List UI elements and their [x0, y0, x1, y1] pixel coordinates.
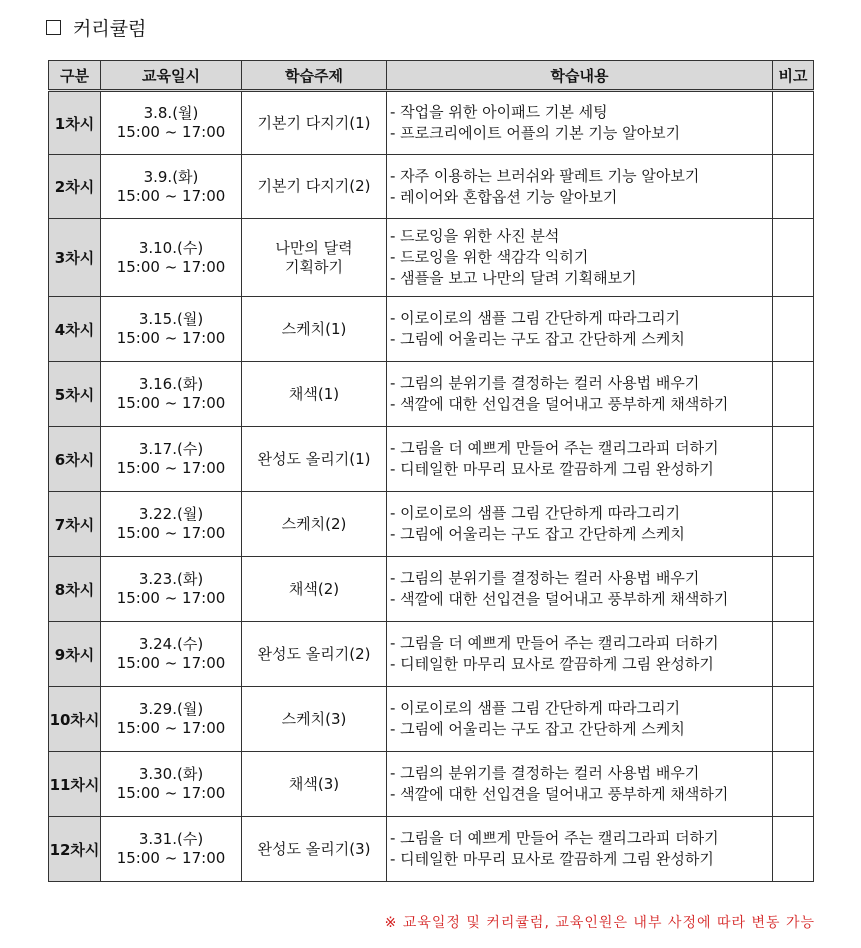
- session-cell: 3차시: [49, 219, 101, 297]
- content-line: - 그림에 어울리는 구도 잡고 간단하게 스케치: [390, 525, 685, 543]
- topic-cell: 나만의 달력 기획하기: [242, 219, 387, 297]
- time-text: 15:00 ~ 17:00: [116, 784, 226, 802]
- content-line: - 드로잉을 위한 색감각 익히기: [390, 248, 589, 266]
- date-text: 3.30.(화): [138, 765, 204, 783]
- time-text: 15:00 ~ 17:00: [116, 654, 226, 672]
- content-line: - 이로이로의 샘플 그림 간단하게 따라그리기: [390, 504, 681, 522]
- content-line: - 디테일한 마무리 묘사로 깔끔하게 그림 완성하기: [390, 655, 714, 673]
- topic-cell: 채색(2): [242, 557, 387, 622]
- table-row: [49, 687, 814, 752]
- session-cell: 7차시: [49, 492, 101, 557]
- note-cell: [773, 622, 814, 687]
- session-cell: 9차시: [49, 622, 101, 687]
- session-cell: 1차시: [49, 91, 101, 155]
- content-cell: [387, 687, 773, 752]
- content-cell: [387, 91, 773, 155]
- time-text: 15:00 ~ 17:00: [116, 186, 226, 205]
- table-row: [49, 427, 814, 492]
- topic-cell: 스케치(2): [242, 492, 387, 557]
- note-cell: [773, 297, 814, 362]
- table-row: [49, 219, 814, 297]
- date-text: 3.10.(수): [138, 238, 204, 257]
- note-cell: [773, 557, 814, 622]
- session-cell: 11차시: [49, 752, 101, 817]
- table-row: [49, 155, 814, 219]
- note-cell: [773, 687, 814, 752]
- table-row: [49, 297, 814, 362]
- table-body: [49, 91, 814, 882]
- session-cell: 2차시: [49, 155, 101, 219]
- content-line: - 그림의 분위기를 결정하는 컬러 사용법 배우기: [390, 569, 700, 587]
- note-cell: [773, 752, 814, 817]
- time-text: 15:00 ~ 17:00: [116, 849, 226, 867]
- content-line: - 작업을 위한 아이패드 기본 세팅: [390, 103, 608, 121]
- time-text: 15:00 ~ 17:00: [116, 329, 226, 347]
- header-note: 비고: [773, 61, 814, 91]
- content-line: - 레이어와 혼합옵션 기능 알아보기: [390, 187, 618, 206]
- topic-cell: 기본기 다지기(1): [242, 91, 387, 155]
- date-cell: [101, 817, 242, 882]
- topic-cell: 완성도 올리기(2): [242, 622, 387, 687]
- content-line: - 디테일한 마무리 묘사로 깔끔하게 그림 완성하기: [390, 460, 714, 478]
- content-line: - 드로잉을 위한 사진 분석: [390, 227, 560, 245]
- topic-cell: 기본기 다지기(2): [242, 155, 387, 219]
- topic-cell: 채색(1): [242, 362, 387, 427]
- date-cell: [101, 91, 242, 155]
- content-line: - 그림을 더 예쁘게 만들어 주는 캘리그라피 더하기: [390, 829, 719, 847]
- date-text: 3.24.(수): [138, 635, 204, 653]
- content-line: - 이로이로의 샘플 그림 간단하게 따라그리기: [390, 309, 681, 327]
- date-text: 3.15.(월): [138, 310, 204, 328]
- table-row: [49, 817, 814, 882]
- page-title: 커리큘럼: [73, 18, 147, 40]
- table-row: [49, 362, 814, 427]
- header-content: 학습내용: [387, 61, 773, 91]
- content-line: - 이로이로의 샘플 그림 간단하게 따라그리기: [390, 699, 681, 717]
- session-cell: 10차시: [49, 687, 101, 752]
- table-row: [49, 557, 814, 622]
- date-cell: [101, 155, 242, 219]
- time-text: 15:00 ~ 17:00: [116, 524, 226, 542]
- time-text: 15:00 ~ 17:00: [116, 257, 226, 276]
- session-cell: 8차시: [49, 557, 101, 622]
- date-text: 3.22.(월): [138, 505, 204, 523]
- topic-cell: 스케치(3): [242, 687, 387, 752]
- content-line: - 그림에 어울리는 구도 잡고 간단하게 스케치: [390, 330, 685, 348]
- note-cell: [773, 492, 814, 557]
- date-text: 3.9.(화): [143, 167, 199, 186]
- topic-cell: 완성도 올리기(1): [242, 427, 387, 492]
- content-cell: [387, 492, 773, 557]
- content-cell: [387, 362, 773, 427]
- header-date: 교육일시: [101, 61, 242, 91]
- date-text: 3.31.(수): [138, 830, 204, 848]
- topic-cell: 채색(3): [242, 752, 387, 817]
- date-cell: [101, 557, 242, 622]
- date-cell: [101, 297, 242, 362]
- header-session: 구분: [49, 61, 101, 91]
- content-line: - 색깔에 대한 선입견을 덜어내고 풍부하게 채색하기: [390, 785, 729, 803]
- content-line: - 자주 이용하는 브러쉬와 팔레트 기능 알아보기: [390, 166, 700, 185]
- date-cell: [101, 492, 242, 557]
- topic-cell: 스케치(1): [242, 297, 387, 362]
- content-line: - 그림의 분위기를 결정하는 컬러 사용법 배우기: [390, 374, 700, 392]
- table-row: [49, 91, 814, 155]
- table-row: [49, 622, 814, 687]
- content-cell: [387, 155, 773, 219]
- header-topic: 학습주제: [242, 61, 387, 91]
- date-text: 3.23.(화): [138, 570, 204, 588]
- content-line: - 그림을 더 예쁘게 만들어 주는 캘리그라피 더하기: [390, 439, 719, 457]
- note-cell: [773, 427, 814, 492]
- session-cell: 4차시: [49, 297, 101, 362]
- date-cell: [101, 687, 242, 752]
- content-cell: [387, 219, 773, 297]
- table-row: [49, 492, 814, 557]
- content-cell: [387, 557, 773, 622]
- note-cell: [773, 91, 814, 155]
- checkbox-square-icon: [46, 20, 61, 35]
- time-text: 15:00 ~ 17:00: [116, 459, 226, 477]
- content-line: - 그림에 어울리는 구도 잡고 간단하게 스케치: [390, 720, 685, 738]
- content-cell: [387, 817, 773, 882]
- time-text: 15:00 ~ 17:00: [116, 589, 226, 607]
- note-cell: [773, 817, 814, 882]
- content-cell: [387, 297, 773, 362]
- footnote: ※ 교육일정 및 커리큘럼, 교육인원은 내부 사정에 따라 변동 가능: [384, 915, 815, 931]
- table-header-row: [49, 61, 814, 91]
- time-text: 15:00 ~ 17:00: [116, 719, 226, 737]
- content-line: - 그림을 더 예쁘게 만들어 주는 캘리그라피 더하기: [390, 634, 719, 652]
- content-line: - 디테일한 마무리 묘사로 깔끔하게 그림 완성하기: [390, 850, 714, 868]
- table-row: [49, 752, 814, 817]
- date-cell: [101, 752, 242, 817]
- date-text: 3.8.(월): [143, 104, 199, 122]
- content-cell: [387, 427, 773, 492]
- date-text: 3.17.(수): [138, 440, 204, 458]
- content-line: - 색깔에 대한 선입견을 덜어내고 풍부하게 채색하기: [390, 395, 729, 413]
- session-cell: 12차시: [49, 817, 101, 882]
- time-text: 15:00 ~ 17:00: [116, 123, 226, 141]
- date-cell: [101, 427, 242, 492]
- date-text: 3.29.(월): [138, 700, 204, 718]
- note-cell: [773, 155, 814, 219]
- date-cell: [101, 622, 242, 687]
- content-line: - 프로크리에이트 어플의 기본 기능 알아보기: [390, 124, 681, 142]
- content-cell: [387, 752, 773, 817]
- time-text: 15:00 ~ 17:00: [116, 394, 226, 412]
- session-cell: 6차시: [49, 427, 101, 492]
- date-cell: [101, 219, 242, 297]
- content-line: - 그림의 분위기를 결정하는 컬러 사용법 배우기: [390, 764, 700, 782]
- curriculum-table: [48, 60, 814, 882]
- note-cell: [773, 219, 814, 297]
- date-cell: [101, 362, 242, 427]
- content-line: - 샘플을 보고 나만의 달려 기획해보기: [390, 269, 637, 287]
- content-line: - 색깔에 대한 선입견을 덜어내고 풍부하게 채색하기: [390, 590, 729, 608]
- content-cell: [387, 622, 773, 687]
- note-cell: [773, 362, 814, 427]
- session-cell: 5차시: [49, 362, 101, 427]
- topic-cell: 완성도 올리기(3): [242, 817, 387, 882]
- date-text: 3.16.(화): [138, 375, 204, 393]
- section-title: [46, 14, 146, 41]
